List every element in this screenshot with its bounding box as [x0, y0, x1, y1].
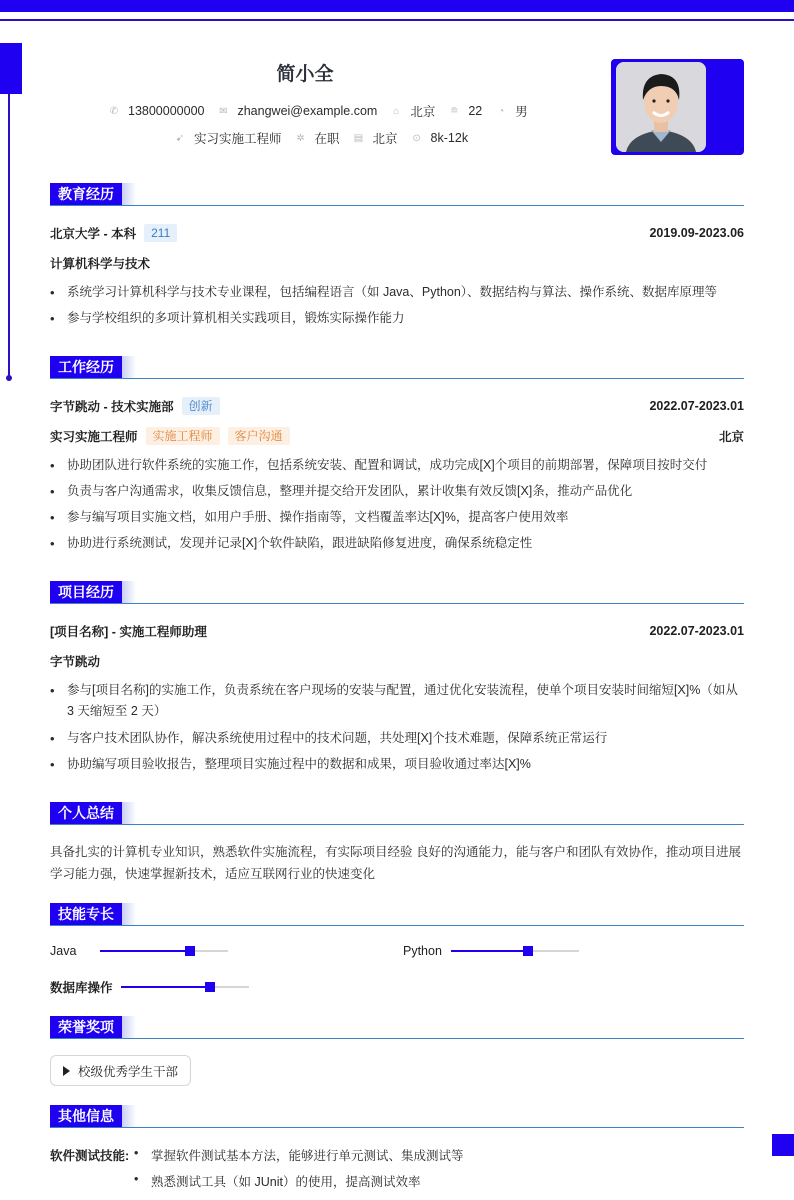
mail-icon: ✉: [219, 105, 228, 117]
top-accent-bar: [0, 0, 794, 12]
work-date: 2022.07-2023.01: [649, 399, 744, 413]
school-name: 北京大学 - 本科: [50, 227, 137, 241]
list-item: • 熟悉测试工具（如 JUnit）的使用，提高测试效率: [134, 1172, 420, 1190]
salary-icon: ⊙: [412, 132, 421, 144]
gender-item: [495, 102, 528, 120]
work-company-row: [50, 397, 744, 415]
section-title: 教育经历: [50, 183, 122, 205]
title-fade-decoration: [122, 1105, 136, 1127]
section-title: 荣誉奖项: [50, 1016, 122, 1038]
hometown-item: [390, 102, 435, 120]
gender-icon: ◔: [498, 105, 505, 117]
photo-frame: [611, 59, 744, 155]
skill-python: [403, 944, 579, 958]
section-title: 个人总结: [50, 802, 122, 824]
target-role-item: [174, 129, 282, 147]
skill-name: Java: [50, 944, 77, 958]
project-company-row: [50, 652, 744, 670]
award-label: 校级优秀学生干部: [78, 1064, 179, 1079]
skill-name: Python: [403, 944, 442, 958]
status-icon: ✲: [296, 132, 305, 144]
skill-level-bar: [100, 950, 228, 952]
list-item: • 与客户技术团队协作，解决系统使用过程中的技术问题，共处理[X]个技术难题，保障系统正常运行: [50, 728, 744, 749]
role-name: 实习实施工程师: [50, 430, 138, 444]
company-tag: 创新: [182, 397, 220, 415]
caret-right-icon: [63, 1066, 70, 1076]
award-item[interactable]: [50, 1055, 191, 1086]
section-divider: [50, 1038, 744, 1039]
age-value: 22: [468, 104, 483, 118]
right-accent-block: [772, 1134, 794, 1156]
title-fade-decoration: [122, 581, 136, 603]
school-tag: 211: [144, 224, 177, 242]
title-fade-decoration: [122, 356, 136, 378]
candidate-name: 简小全: [276, 64, 334, 85]
section-education-header: [50, 183, 744, 207]
project-header-row: [50, 622, 744, 640]
company-name: 字节跳动 - 技术实施部: [50, 400, 174, 414]
salary-item: [411, 131, 469, 145]
section-title: 其他信息: [50, 1105, 122, 1127]
section-divider: [50, 824, 744, 825]
phone-item: [108, 104, 204, 118]
list-item: • 协助编写项目验收报告，整理项目实施过程中的数据和成果，项目验收通过率达[X]%: [50, 754, 744, 775]
education-major-row: [50, 254, 744, 272]
avatar: [616, 62, 706, 152]
contact-info-row: [108, 102, 541, 120]
role-tag: 客户沟通: [228, 427, 290, 445]
skill-database: [50, 978, 249, 996]
email-item: [217, 104, 377, 118]
email-value: zhangwei@example.com: [237, 104, 378, 118]
section-title: 工作经历: [50, 356, 122, 378]
skill-level-marker: [205, 982, 215, 992]
building-icon: ▤: [353, 132, 364, 144]
section-other-header: [50, 1105, 744, 1129]
education-header-row: [50, 224, 744, 242]
work-location: 北京: [718, 430, 744, 444]
gender-value: 男: [515, 105, 528, 119]
section-project-header: [50, 581, 744, 605]
role-tag: 实施工程师: [146, 427, 220, 445]
list-item: • 协助团队进行软件系统的实施工作，包括系统安装、配置和调试，成功完成[X]个项目的前期部署，保障项目按时交付: [50, 455, 744, 476]
project-date: 2022.07-2023.01: [649, 624, 744, 638]
portrait-image: [616, 62, 706, 152]
list-item: • 系统学习计算机科学与技术专业课程，包括编程语言（如 Java、Python）、数据结构与算法、操作系统、数据库原理等: [50, 282, 744, 303]
section-summary-header: [50, 802, 744, 826]
list-item: • 参与[项目名称]的实施工作，负责系统在客户现场的安装与配置，通过优化安装流程，使单个项目安装时间缩短[X]%（如从 3 天缩短至 2 天）: [50, 680, 744, 722]
skill-level-fill: [451, 950, 528, 952]
education-date: 2019.09-2023.06: [649, 226, 744, 240]
top-accent-line: [0, 19, 794, 21]
left-timeline-line: [8, 94, 10, 378]
status-item: [295, 129, 340, 147]
section-divider: [50, 205, 744, 206]
section-title: 技能专长: [50, 903, 122, 925]
list-item: • 掌握软件测试基本方法，能够进行单元测试、集成测试等: [134, 1146, 464, 1164]
title-fade-decoration: [122, 802, 136, 824]
summary-text: 具备扎实的计算机专业知识，熟悉软件实施流程，有实际项目经验 良好的沟通能力，能与客户和团队有效协作，推动项目进展 学习能力强，快速掌握新技术，适应互联网行业的快速变化: [50, 845, 741, 881]
major-name: 计算机科学与技术: [50, 257, 151, 271]
home-icon: ⌂: [393, 105, 400, 117]
skill-name: 数据库操作: [50, 981, 113, 995]
phone-value: 13800000000: [128, 104, 205, 118]
skill-level-marker: [185, 946, 195, 956]
skill-level-fill: [121, 986, 210, 988]
left-timeline-dot: [6, 375, 12, 381]
target-role-value: 实习实施工程师: [194, 132, 282, 146]
work-role-row: [50, 427, 744, 445]
skill-level-bar: [121, 986, 249, 988]
age-icon: ≘: [450, 105, 459, 117]
target-city-item: [353, 129, 398, 147]
list-item: • 协助进行系统测试，发现并记录[X]个软件缺陷，跟进缺陷修复进度，确保系统稳定性: [50, 533, 744, 554]
skill-level-marker: [523, 946, 533, 956]
title-fade-decoration: [122, 183, 136, 205]
skill-level-fill: [100, 950, 190, 952]
left-accent-block: [0, 43, 22, 94]
job-intent-row: [174, 129, 481, 147]
phone-icon: ✆: [109, 105, 119, 117]
section-divider: [50, 1127, 744, 1128]
age-item: [448, 104, 482, 118]
section-work-header: [50, 356, 744, 380]
section-divider: [50, 925, 744, 926]
section-skills-header: [50, 903, 744, 927]
title-fade-decoration: [122, 1016, 136, 1038]
target-city-value: 北京: [372, 132, 398, 146]
section-awards-header: [50, 1016, 744, 1040]
list-item: • 参与学校组织的多项计算机相关实践项目，锻炼实际操作能力: [50, 308, 744, 329]
project-company: 字节跳动: [50, 655, 101, 669]
section-divider: [50, 378, 744, 379]
send-icon: ➹: [175, 132, 185, 144]
other-label: 软件测试技能:: [50, 1149, 130, 1163]
title-fade-decoration: [122, 903, 136, 925]
section-title: 项目经历: [50, 581, 122, 603]
project-name: [项目名称] - 实施工程师助理: [50, 625, 207, 639]
status-value: 在职: [314, 132, 340, 146]
section-divider: [50, 603, 744, 604]
salary-value: 8k-12k: [430, 131, 469, 145]
skill-java: [50, 944, 228, 958]
list-item: • 负责与客户沟通需求，收集反馈信息，整理并提交给开发团队，累计收集有效反馈[X]条，推动产品优化: [50, 481, 744, 502]
skill-level-bar: [451, 950, 579, 952]
list-item: • 参与编写项目实施文档，如用户手册、操作指南等，文档覆盖率达[X]%，提高客户使用效率: [50, 507, 744, 528]
hometown-value: 北京: [410, 105, 436, 119]
